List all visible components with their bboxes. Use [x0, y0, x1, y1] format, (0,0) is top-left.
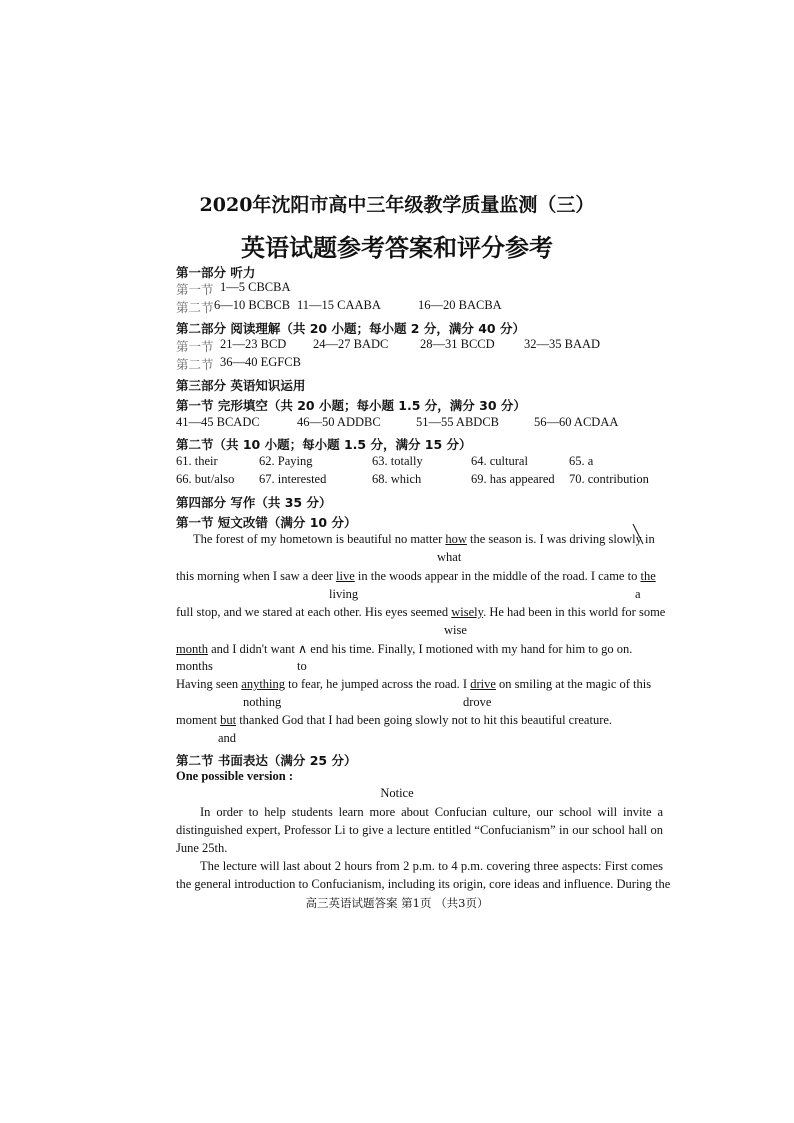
correction-line-1: The forest of my hometown is beautiful no matter how the season is. I was driving slowly in	[193, 532, 655, 546]
part2-heading: 第二部分 阅读理解（共 20 小题；每小题 2 分，满分 40 分）	[176, 321, 525, 336]
part1-s2-a: 6—10 BCBCB	[214, 298, 291, 312]
part2-s1-d: 32—35 BAAD	[524, 337, 601, 351]
part3-s1-b: 46—50 ADDBC	[297, 415, 381, 429]
correction-line-3: full stop, and we stared at each other. His eyes seemed wisely. He had been in this world for some	[176, 605, 666, 619]
fix-what: what	[437, 550, 462, 564]
correction-line-2: this morning when I saw a deer live in the woods appear in the middle of the road. I came to the	[176, 569, 656, 583]
answer-68: 68. which	[372, 472, 422, 486]
part3-s1-a: 41—45 BCADC	[176, 415, 260, 429]
part1-s2-label: 第二节	[176, 301, 214, 315]
error-word-wisely: wisely	[451, 605, 484, 619]
part4-s2-heading: 第二节 书面表达（满分 25 分）	[176, 753, 357, 768]
page-subtitle: 英语试题参考答案和评分参考	[241, 233, 553, 262]
fix-drove: drove	[463, 695, 492, 709]
answer-62: 62. Paying	[259, 454, 313, 468]
part2-s2-a: 36—40 EGFCB	[220, 355, 301, 369]
possible-version-label: One possible version :	[176, 769, 294, 783]
part4-s1-heading: 第一节 短文改错（满分 10 分）	[176, 515, 357, 530]
part1-s1-answers: 1—5 CBCBA	[220, 280, 291, 294]
fix-months: months	[176, 659, 213, 673]
error-word-drive: drive	[470, 677, 496, 691]
answer-69: 69. has appeared	[471, 472, 555, 486]
part3-s1-d: 56—60 ACDAA	[534, 415, 619, 429]
part3-heading: 第三部分 英语知识运用	[176, 378, 306, 393]
answer-64: 64. cultural	[471, 454, 528, 468]
error-word-month: month	[176, 642, 208, 656]
correction-line-6: moment but thanked God that I had been going slowly not to hit this beautiful creature.	[176, 713, 613, 727]
error-word-the: the	[640, 569, 656, 583]
part2-s1-label: 第一节	[176, 340, 214, 354]
error-word-in: in	[645, 532, 655, 546]
page-footer: 高三英语试题答案 第1页 （共3页）	[305, 896, 489, 910]
essay-para1-line1: In order to help students learn more about Confucian culture, our school will invite a	[200, 805, 663, 819]
fix-to: to	[297, 659, 307, 673]
error-word-anything: anything	[241, 677, 286, 691]
part1-s1-label: 第一节	[176, 283, 214, 297]
answer-70: 70. contribution	[569, 472, 649, 486]
part2-s1-a: 21—23 BCD	[220, 337, 287, 351]
part3-s2-heading: 第二节（共 10 小题；每小题 1.5 分，满分 15 分）	[176, 437, 472, 452]
part2-s2-label: 第二节	[176, 358, 214, 372]
correction-line-4: month and I didn't want ∧ end his time. Finally, I motioned with my hand for him to go on.	[176, 642, 633, 656]
correction-line-5: Having seen anything to fear, he jumped across the road. I drive on smiling at the magic of this	[176, 677, 652, 691]
fix-nothing: nothing	[243, 695, 282, 709]
part1-s2-b: 11—15 CAABA	[297, 298, 381, 312]
fix-living: living	[329, 587, 359, 601]
page-title: 2020年沈阳市高中三年级教学质量监测（三）	[199, 194, 595, 216]
essay-para1-line2: distinguished expert, Professor Li to give a lecture entitled “Confucianism” in our school hall on	[176, 823, 663, 837]
answer-67: 67. interested	[259, 472, 327, 486]
answer-66: 66. but/also	[176, 472, 235, 486]
essay-para1-line3: June 25th.	[176, 841, 228, 855]
answer-63: 63. totally	[372, 454, 423, 468]
part2-s1-b: 24—27 BADC	[313, 337, 389, 351]
error-word-live: live	[336, 569, 355, 583]
part3-s1-c: 51—55 ABDCB	[416, 415, 500, 429]
fix-wise: wise	[444, 623, 467, 637]
notice-title: Notice	[380, 786, 414, 800]
part2-s1-c: 28—31 BCCD	[420, 337, 495, 351]
essay-para2-line2: the general introduction to Confucianism, including its origin, core ideas and influence. During the	[176, 877, 671, 891]
error-word-how: how	[445, 532, 467, 546]
part1-s2-c: 16—20 BACBA	[418, 298, 502, 312]
part3-s1-heading: 第一节 完形填空（共 20 小题；每小题 1.5 分，满分 30 分）	[176, 398, 526, 413]
part1-heading: 第一部分 听力	[176, 265, 256, 280]
part4-heading: 第四部分 写作（共 35 分）	[176, 495, 332, 510]
fix-and: and	[218, 731, 237, 745]
answer-61: 61. their	[176, 454, 218, 468]
deletion-mark-icon	[630, 523, 646, 545]
error-word-but: but	[220, 713, 237, 727]
fix-a: a	[635, 587, 641, 601]
answer-65: 65. a	[569, 454, 594, 468]
essay-para2-line1: The lecture will last about 2 hours from 2 p.m. to 4 p.m. covering three aspects: First comes	[200, 859, 663, 873]
